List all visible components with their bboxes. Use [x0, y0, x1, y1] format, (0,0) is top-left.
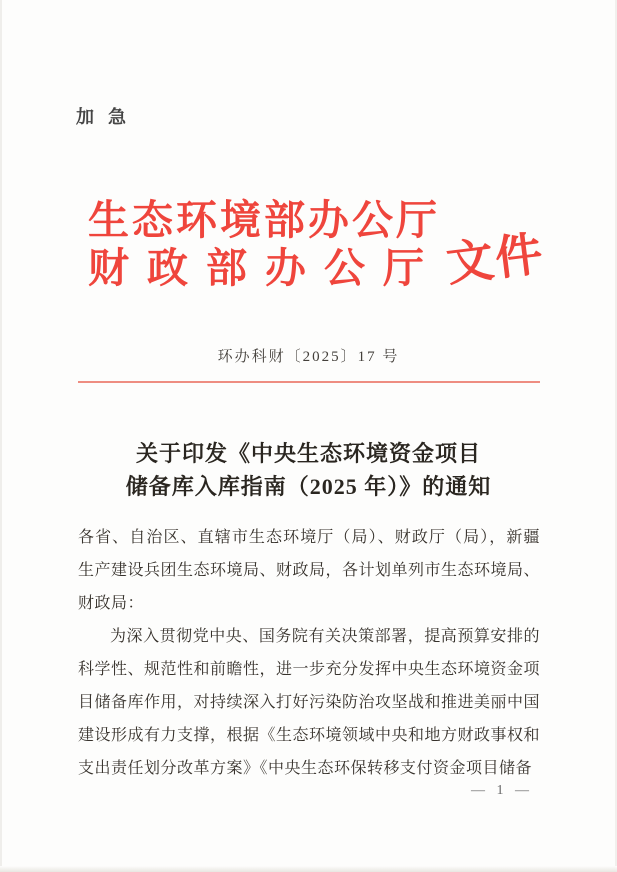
- document-title-line1: 关于印发《中央生态环境资金项目: [135, 441, 481, 466]
- scan-edge-bottom: [0, 866, 617, 872]
- scan-edge-left: [0, 0, 2, 872]
- letterhead-agency-line2: 财政部办公厅: [88, 245, 442, 291]
- letterhead-agency-line1: 生态环境部办公厅: [88, 197, 440, 243]
- document-reference-number: 环办科财〔2025〕17 号: [217, 349, 400, 365]
- red-divider-line: [78, 381, 540, 383]
- document-title: [0, 437, 617, 503]
- salutation-paragraph: 各省、自治区、直辖市生态环境厅（局）、财政厅（局），新疆生产建设兵团生态环境局、财政局，各计划单列市生态环境局、财政局：: [78, 529, 541, 612]
- document-title-line2: 储备库入库指南（2025 年）》的通知: [125, 474, 492, 499]
- urgency-label: 加急: [76, 107, 140, 127]
- document-body: [78, 521, 540, 785]
- letterhead-document-word: 文件: [443, 228, 548, 292]
- body-paragraph-1: 为深入贯彻党中央、国务院有关决策部署，提高预算安排的科学性、规范性和前瞻性，进一步充分发挥中央生态环境资金项目储备库作用，对持续深入打好污染防治攻坚战和推进美丽中国建设形成有力支撑，根据《生态环境领域中央和地方财政事权和支出责任划分改革方案》《中央生态环保转移支付资金项目储备: [78, 628, 541, 777]
- letterhead: [0, 196, 617, 292]
- page-number: — 1 —: [471, 783, 533, 798]
